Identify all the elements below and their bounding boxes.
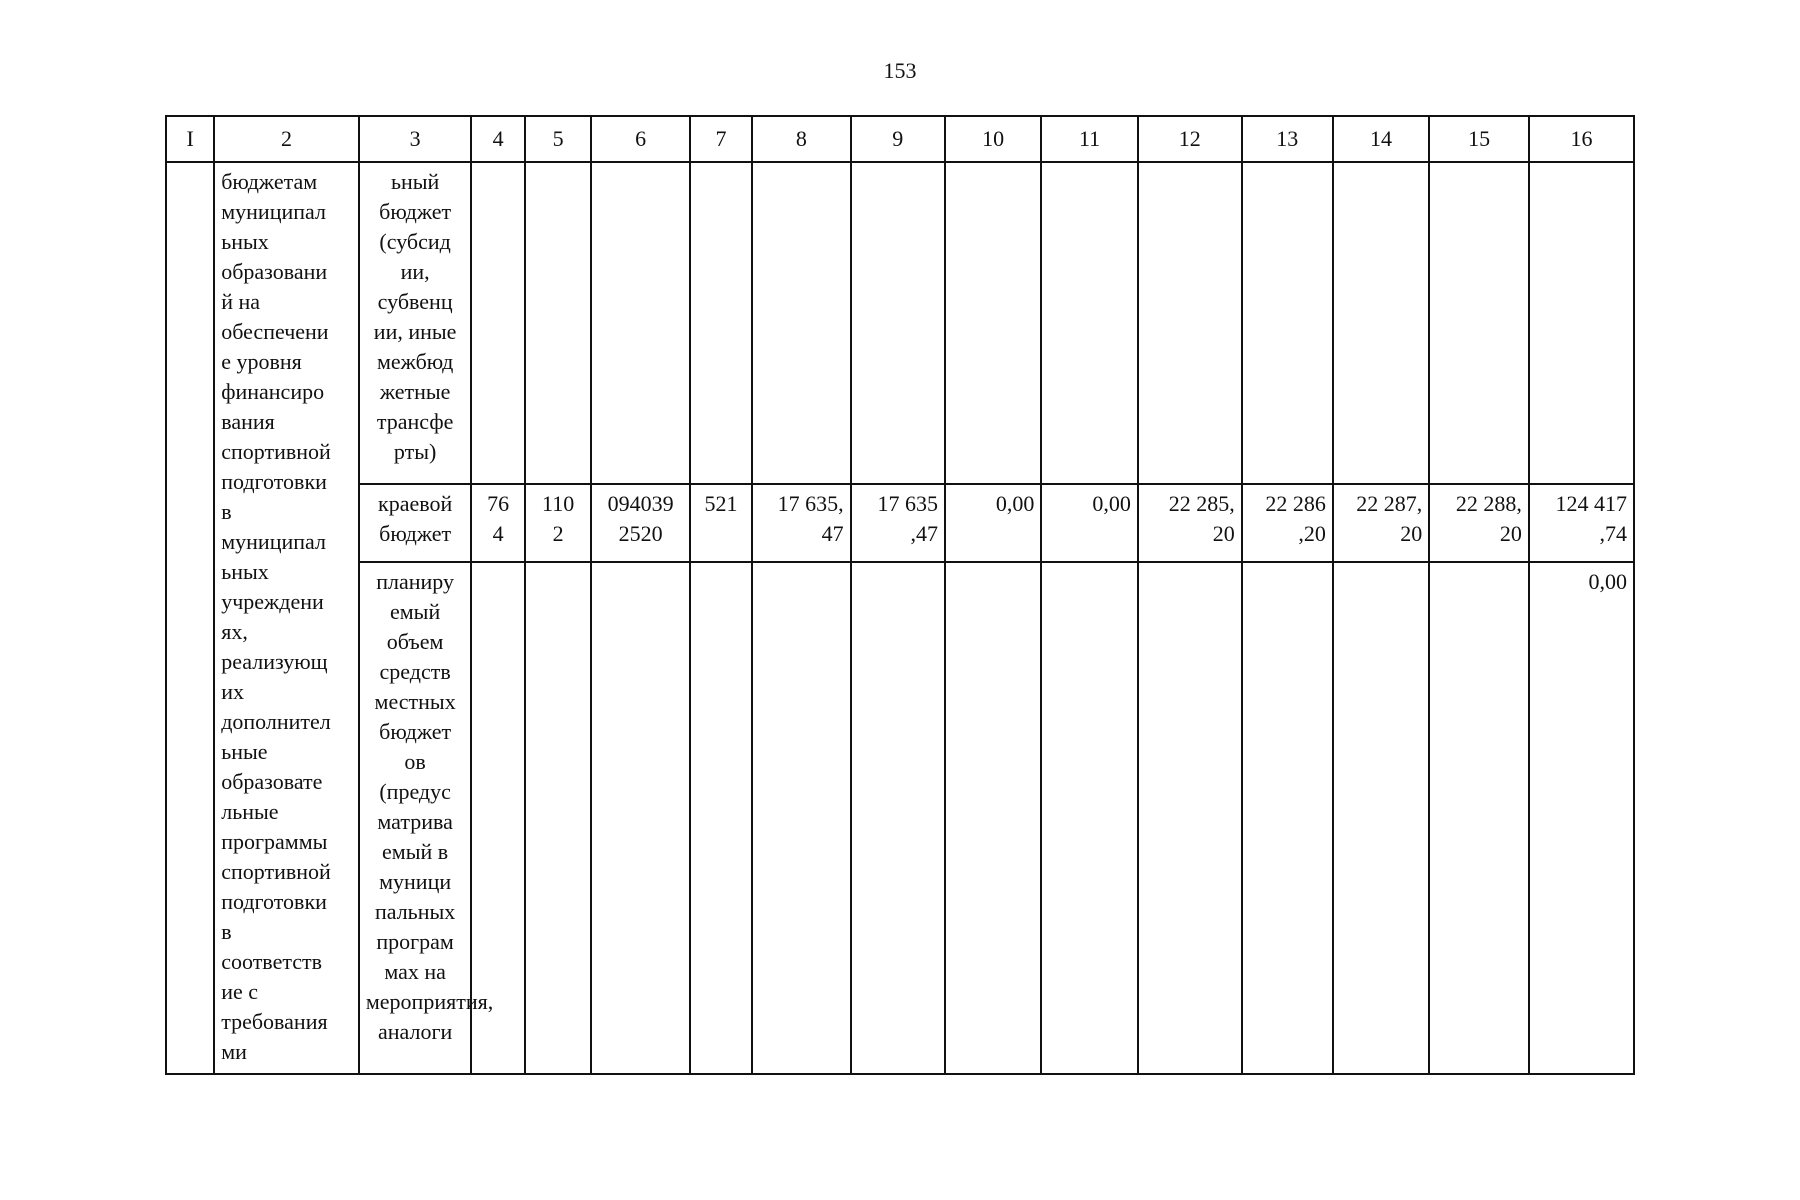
table-cell [851,162,945,484]
table-cell: 22 288, 20 [1429,484,1529,562]
table-cell [591,162,690,484]
header-cell: 8 [752,116,851,162]
table-cell [752,562,851,1074]
table-cell: 76 4 [471,484,525,562]
funding-source-cell: краевой бюджет [359,484,472,562]
header-cell: 13 [1242,116,1333,162]
header-cell: 14 [1333,116,1429,162]
table-cell [1041,162,1137,484]
table-cell [1529,162,1634,484]
table-header-row [166,116,1634,162]
table-cell: 0,00 [945,484,1041,562]
table-cell [1333,162,1429,484]
table-cell [471,162,525,484]
funding-source-cell: планиру емый объем средств местных бюджет ов (предус матрива емый в муници пальных програм мах на мероприятия, аналоги [359,562,472,1074]
page-number: 153 [883,58,917,83]
table-cell: 110 2 [525,484,591,562]
table-cell [1242,562,1333,1074]
table-cell: 094039 2520 [591,484,690,562]
table-cell: 0,00 [1041,484,1137,562]
table-cell [1138,562,1242,1074]
table-cell: 0,00 [1529,562,1634,1074]
table-cell [525,562,591,1074]
table-cell [945,562,1041,1074]
table-cell: 521 [690,484,752,562]
table-cell [1429,562,1529,1074]
table-cell [752,162,851,484]
table-row [166,484,1634,562]
header-cell: 5 [525,116,591,162]
header-cell: 10 [945,116,1041,162]
table-cell [1138,162,1242,484]
table-cell [591,562,690,1074]
header-cell: 12 [1138,116,1242,162]
header-cell: 3 [359,116,472,162]
table-cell [1041,562,1137,1074]
table-cell: 22 285, 20 [1138,484,1242,562]
header-cell: I [166,116,214,162]
table-row [166,562,1634,1074]
header-cell: 2 [214,116,359,162]
activity-name-cell: бюджетам муниципал ьных образовани й на обеспечени е уровня финансиро вания спортивной подготовки в муниципал ьных учреждени ях, реализующ их дополнител ьные образовате льные программы спортивной подготовки в соответств ие с требования ми [214,162,359,1074]
header-cell: 16 [1529,116,1634,162]
table-cell [851,562,945,1074]
table-cell [1242,162,1333,484]
table-cell [690,562,752,1074]
budget-table [165,115,1635,1075]
table-cell [945,162,1041,484]
header-cell: 7 [690,116,752,162]
header-cell: 11 [1041,116,1137,162]
table-cell [690,162,752,484]
funding-source-cell: ьный бюджет (субсид ии, субвенц ии, иные межбюд жетные трансфе рты) [359,162,472,484]
table-cell: 17 635, 47 [752,484,851,562]
header-cell: 4 [471,116,525,162]
header-cell: 15 [1429,116,1529,162]
header-cell: 6 [591,116,690,162]
table-cell: 22 287, 20 [1333,484,1429,562]
table-cell: 17 635 ,47 [851,484,945,562]
table-cell [1429,162,1529,484]
table-cell [1333,562,1429,1074]
header-cell: 9 [851,116,945,162]
table-cell [525,162,591,484]
table-cell: 124 417 ,74 [1529,484,1634,562]
table-row [166,162,1634,484]
table-cell: 22 286 ,20 [1242,484,1333,562]
row-number-cell [166,162,214,1074]
